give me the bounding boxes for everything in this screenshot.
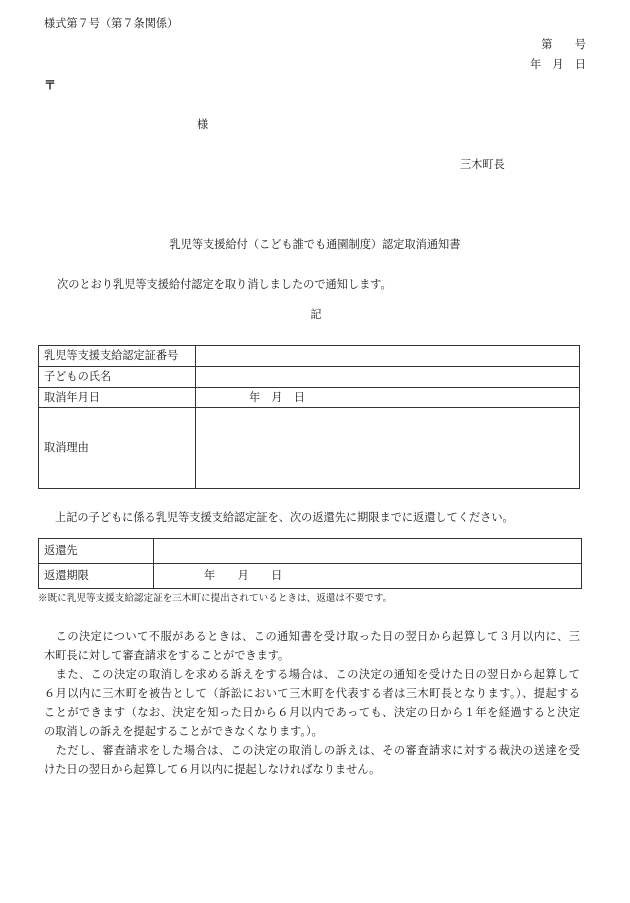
issue-date: 年 月 日: [530, 58, 586, 71]
return-note: ※既に乳児等支援支給認定証を三木町に提出されているときは、返還は不要です。: [38, 593, 393, 604]
appeal-text-line: ことができます（なお、決定を知った日から６月以内であっても、決定の日から１年を経過すると決定: [44, 706, 580, 719]
table-row: [39, 367, 580, 388]
return-destination-value: [154, 539, 582, 564]
return-destination-label: 返還先: [39, 539, 154, 564]
issuer-name: 三木町長: [460, 158, 505, 171]
appeal-text-line: ただし、審査請求をした場合は、この決定の取消しの訴えは、その審査請求に対する裁決の送達を受: [44, 744, 580, 757]
appeal-text-line: この決定について不服があるときは、この通知書を受け取った日の翌日から起算して３月以内に、三: [44, 630, 580, 643]
cancel-reason-value: [196, 408, 580, 489]
appeal-text-line: また、この決定の取消しを求める訴えをする場合は、この決定の通知を受けた日の翌日から起算して: [44, 668, 580, 681]
certificate-number-value: [196, 346, 580, 367]
details-table: [38, 345, 580, 489]
table-row: [39, 388, 580, 408]
document-number: 第 号: [541, 38, 586, 51]
ki-heading: 記: [310, 308, 322, 321]
certificate-number-label: 乳児等支援支給認定証番号: [39, 346, 196, 367]
appeal-notice: [44, 627, 580, 779]
return-deadline-label: 返還期限: [39, 564, 154, 589]
appeal-text-line: けた日の翌日から起算して６月以内に提起しなければなりません。: [44, 763, 381, 776]
cancel-date-value: 年 月 日: [196, 388, 580, 408]
appeal-text-line: ６月以内に三木町を被告として（訴訟において三木町を代表する者は三木町長となります。）、提起する: [44, 687, 580, 700]
table-row: [39, 346, 580, 367]
return-table: [38, 538, 582, 589]
document-title: 乳児等支援給付（こども誰でも通園制度）認定取消通知書: [169, 238, 461, 251]
form-number: 様式第７号（第７条関係）: [44, 17, 179, 30]
return-deadline-value: 年 月 日: [154, 564, 582, 589]
table-row: [39, 408, 580, 489]
cancel-reason-label: 取消理由: [39, 408, 196, 489]
table-row: [39, 564, 582, 589]
postal-mark-icon: 〒: [44, 78, 57, 92]
table-row: [39, 539, 582, 564]
return-instruction: 上記の子どもに係る乳児等支援支給認定証を、次の返還先に期限までに返還してください。: [55, 511, 514, 524]
child-name-value: [196, 367, 580, 388]
child-name-label: 子どもの氏名: [39, 367, 196, 388]
cancel-date-label: 取消年月日: [39, 388, 196, 408]
appeal-text-line: の取消しの訴えを提起することができなくなります。）。: [44, 725, 323, 738]
appeal-text-line: 木町長に対して審査請求をすることができます。: [44, 649, 290, 662]
intro-text: 次のとおり乳児等支援給付認定を取り消しましたので通知します。: [57, 278, 392, 291]
addressee-suffix: 様: [197, 118, 209, 131]
